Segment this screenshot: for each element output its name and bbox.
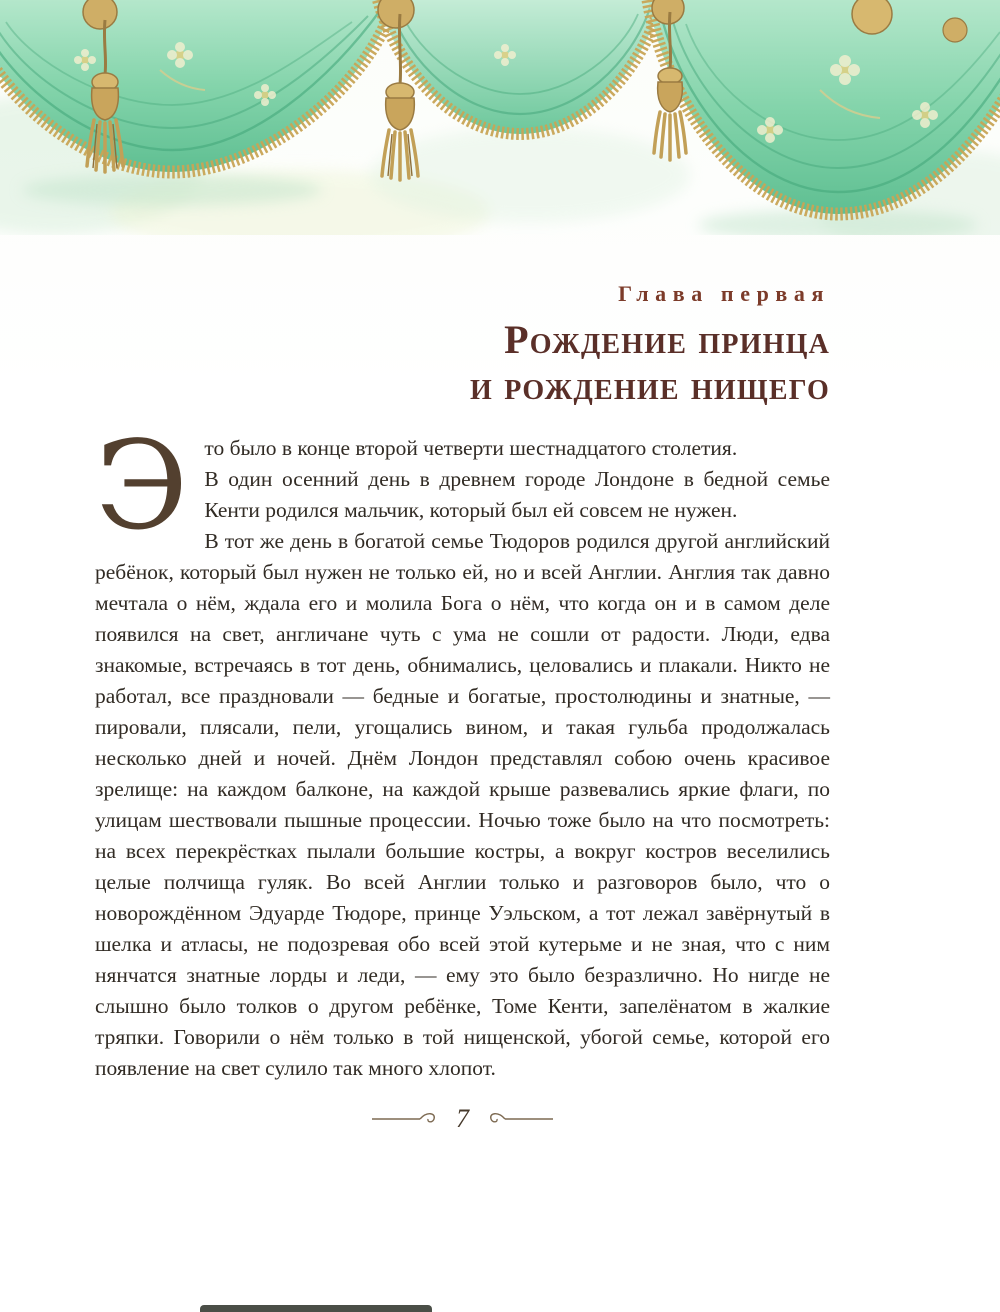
canopy-drapes-art bbox=[0, 0, 1000, 235]
flourish-right-icon bbox=[483, 1112, 553, 1126]
chapter-title-line-2: и рождение нищего bbox=[470, 363, 830, 408]
paragraph: то было в конце второй четверти шестнадцатого столетия. bbox=[204, 436, 738, 460]
drape-swag-middle bbox=[378, 0, 662, 134]
paragraph: В один осенний день в древнем городе Лондоне в бедной семье Кенти родился мальчик, который был ей совсем не нужен. bbox=[204, 467, 830, 522]
page-number: 7 bbox=[456, 1104, 469, 1133]
canopy-illustration bbox=[0, 0, 1000, 235]
chapter-label: Глава первая bbox=[618, 281, 830, 306]
chapter-title-line-1: Рождение принца bbox=[504, 317, 830, 362]
text-column bbox=[95, 281, 830, 1134]
body-text-block bbox=[95, 415, 830, 1084]
page-footer bbox=[95, 1104, 830, 1134]
chapter-title bbox=[95, 317, 830, 409]
flourish-left-icon bbox=[372, 1112, 442, 1126]
paragraph: В тот же день в богатой семье Тюдоров родился другой английский ребёнок, который был нужен не только ей, но и всей Англии. Англия так давно мечтала о нём, ждала его и молила Бога о нём, что когда он и в самом деле появился на свет, англичане чуть с ума не сошли от радости. Люди, едва знакомые, встречаясь в тот день, обнимались, целовались и плакали. Никто не работал, все праздновали — бедные и богатые, простолюдины и знатные, — пировали, плясали, пели, угощались вином, и такая гульба продолжалась несколько дней и ночей. Днём Лондон представлял собою очень красивое зрелище: на каждом балконе, на каждой крыше развевались яркие флаги, по улицам шествовали пышные процессии. Ночью тоже было на что посмотреть: на всех перекрёстках пылали большие костры, а вокруг костров веселились целые полчища гуляк. Во всей Англии только и разговоров было, что о новорождённом Эдуарде Тюдоре, принце Уэльском, а тот лежал завёрнутый в шелка и атласы, не подозревая обо всей этой кутерьме и не зная, что с ним нянчатся знатные лорды и леди, — ему это было безразлично. Но нигде не слышно было толков о другом ребёнке, Томе Кенти, запелёнатом в жалкие тряпки. Говорили о нём только в той нищенской, убогой семье, которой его появление на свет сулило так много хлопот. bbox=[95, 529, 830, 1080]
drop-cap: Э bbox=[95, 415, 189, 557]
page-bottom-illustration-edge bbox=[200, 1305, 432, 1312]
